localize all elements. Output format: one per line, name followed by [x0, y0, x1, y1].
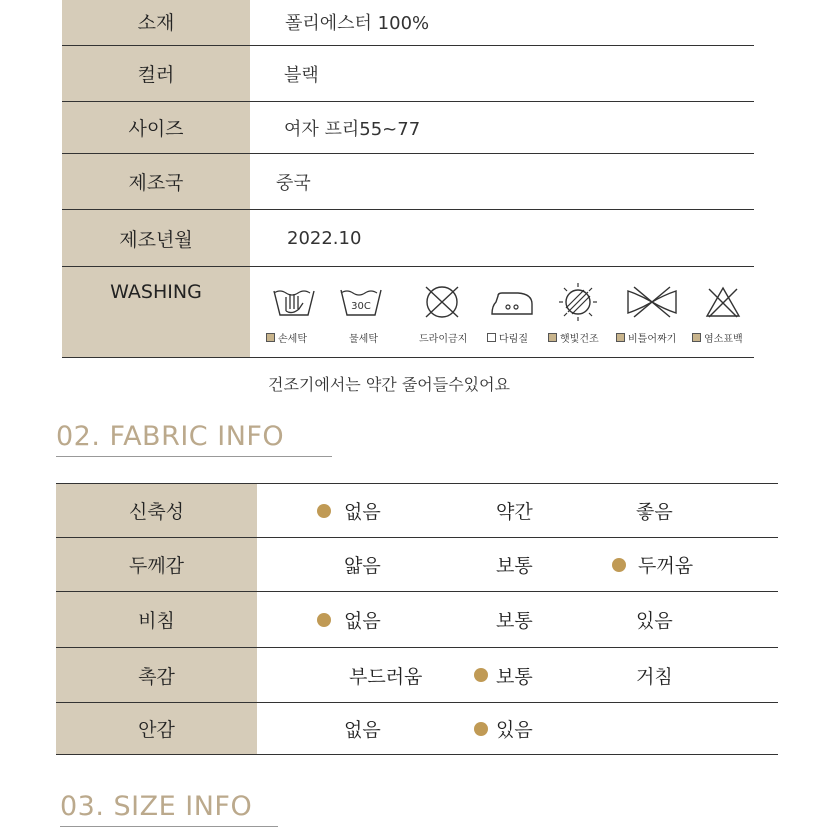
section-title-fabric: 02. FABRIC INFO	[56, 421, 285, 452]
fabric-label: 촉감	[56, 648, 257, 702]
selected-dot-icon	[317, 613, 331, 627]
fabric-option: 보통	[496, 665, 533, 688]
wash-caption	[548, 330, 599, 345]
iron-icon	[488, 288, 536, 318]
fabric-option: 얇음	[344, 555, 381, 577]
fabric-option: 거침	[636, 665, 673, 688]
washing-label: WASHING	[62, 267, 250, 357]
no-wring-icon	[626, 285, 678, 319]
fabric-option: 없음	[344, 501, 381, 523]
wash-caption-text: 비틀어짜기	[628, 334, 677, 345]
section-divider	[56, 456, 332, 457]
fabric-row-sheerness	[56, 592, 778, 648]
wash-caption	[487, 330, 528, 345]
checkbox-filled-icon	[616, 333, 625, 342]
selected-dot-icon	[317, 504, 331, 518]
section-title-size: 03. SIZE INFO	[60, 791, 253, 822]
wash-temp-label: 30C	[351, 301, 371, 312]
fabric-row-texture	[56, 648, 778, 703]
checkbox-empty-icon	[487, 333, 496, 342]
fabric-label: 비침	[56, 592, 257, 647]
fabric-option: 없음	[344, 610, 381, 632]
spec-label: 사이즈	[62, 102, 250, 153]
wash-caption-text: 다림질	[499, 334, 528, 345]
fabric-row-stretch	[56, 484, 778, 538]
fabric-option: 있음	[636, 610, 673, 632]
fabric-option: 좋음	[636, 501, 673, 523]
selected-dot-icon	[474, 722, 488, 736]
selected-dot-icon	[612, 558, 626, 572]
spec-row-color	[62, 46, 754, 102]
no-bleach-icon	[704, 285, 742, 319]
spec-label: 소재	[62, 0, 250, 45]
wash-caption: 물세탁	[349, 334, 378, 345]
spec-label: 컬러	[62, 46, 250, 101]
fabric-option: 보통	[496, 555, 533, 577]
spec-value: 폴리에스터 100%	[285, 12, 430, 34]
fabric-option: 보통	[496, 610, 533, 632]
fabric-option: 없음	[344, 719, 381, 741]
fabric-row-thickness	[56, 538, 778, 592]
spec-value: 2022.10	[287, 227, 362, 249]
checkbox-filled-icon	[266, 333, 275, 342]
fabric-label: 신축성	[56, 484, 257, 537]
fabric-option: 있음	[496, 719, 533, 741]
wash-caption-text: 햇빛건조	[560, 334, 599, 345]
fabric-option: 두꺼움	[638, 555, 694, 577]
no-dry-clean-icon	[422, 284, 462, 320]
wash-caption: 드라이금지	[419, 334, 468, 345]
no-sun-dry-icon	[556, 281, 600, 323]
spec-value: 중국	[276, 172, 311, 194]
spec-row-washing	[62, 267, 754, 358]
section-divider	[60, 826, 278, 827]
wash-caption-text: 염소표백	[704, 334, 743, 345]
spec-row-country	[62, 154, 754, 210]
wash-caption	[266, 330, 307, 345]
checkbox-filled-icon	[548, 333, 557, 342]
machine-wash-30c-icon	[339, 286, 383, 318]
hand-wash-icon	[272, 285, 316, 319]
fabric-option: 약간	[496, 501, 533, 523]
fabric-table	[56, 483, 778, 741]
spec-label: 제조년월	[62, 210, 250, 266]
wash-caption	[616, 330, 676, 345]
fabric-label: 안감	[56, 703, 257, 754]
spec-row-manufacture-date	[62, 210, 754, 267]
spec-label: 제조국	[62, 154, 250, 209]
fabric-label: 두께감	[56, 538, 257, 591]
selected-dot-icon	[474, 668, 488, 682]
fabric-option: 부드러움	[349, 665, 423, 688]
spec-value: 블랙	[284, 64, 319, 86]
fabric-row-lining	[56, 703, 778, 755]
spec-row-size	[62, 102, 754, 154]
checkbox-filled-icon	[692, 333, 701, 342]
spec-value: 여자 프리55~77	[284, 118, 421, 140]
care-note: 건조기에서는 약간 줄어들수있어요	[268, 375, 511, 394]
spec-row-material	[62, 0, 754, 46]
wash-caption-text: 손세탁	[278, 334, 307, 345]
wash-caption	[692, 330, 743, 345]
